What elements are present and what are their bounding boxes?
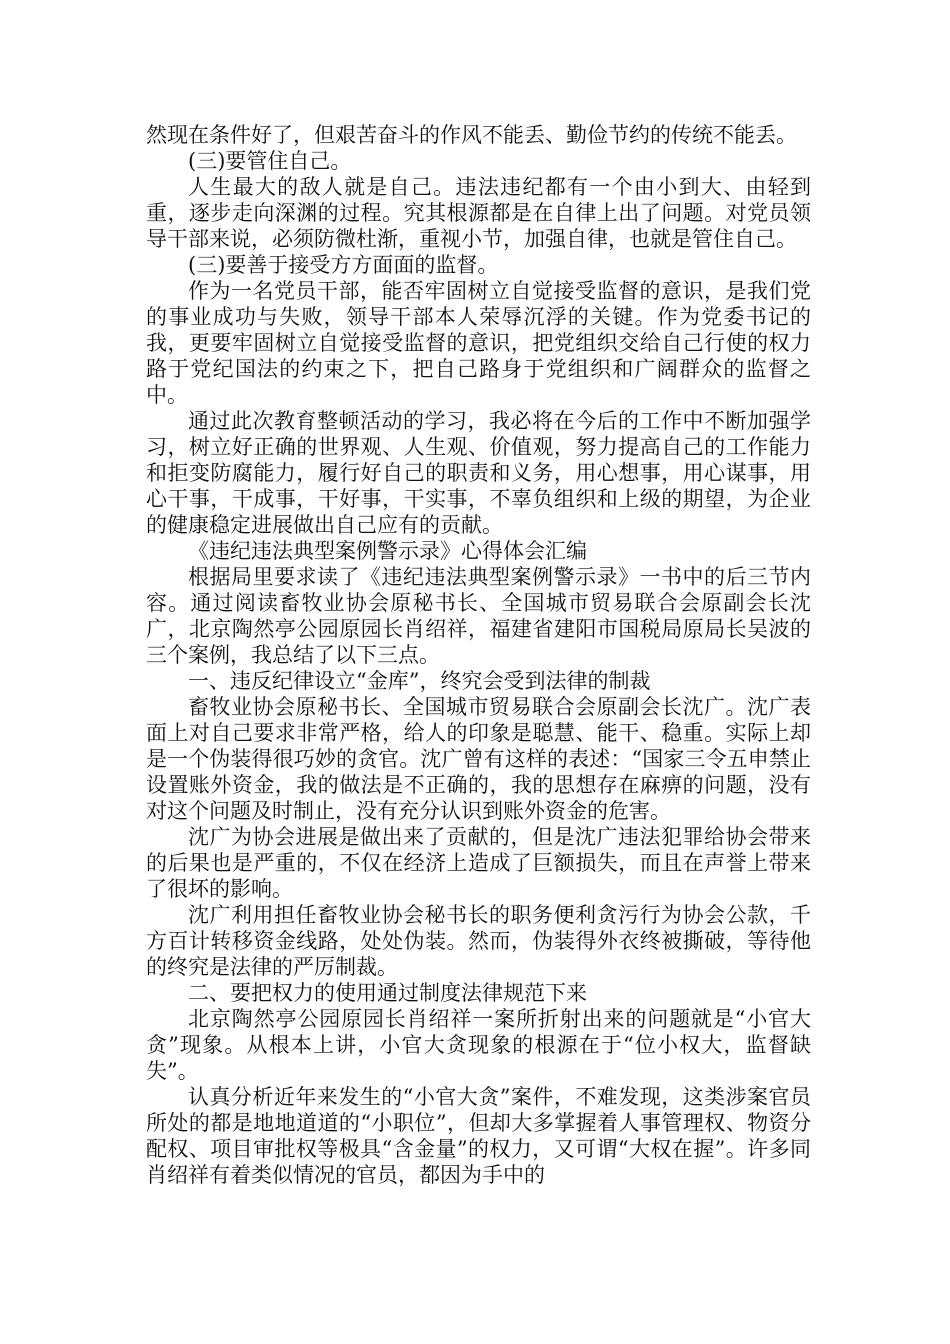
document-body bbox=[146, 122, 811, 1188]
paragraph: 北京陶然亭公园原园长肖绍祥一案所折射出来的问题就是“小官大贪”现象。从根本上讲，小官大贪现象的根源在于“位小权大，监督缺失”。 bbox=[146, 1007, 811, 1083]
paragraph: 认真分析近年来发生的“小官大贪”案件，不难发现，这类涉案官员所处的都是地地道道的“小职位”，但却大多掌握着人事管理权、物资分配权、项目审批权等极具“含金量”的权力，又可谓“大权在握”。许多同肖绍祥有着类似情况的官员，都因为手中的 bbox=[146, 1085, 811, 1187]
paragraph: 通过此次教育整顿活动的学习，我必将在今后的工作中不断加强学习，树立好正确的世界观、人生观、价值观，努力提高自己的工作能力和拒变防腐能力，履行好自己的职责和义务，用心想事，用心谋事，用心干事，干成事，干好事，干实事，不辜负组织和上级的期望，为企业的健康稳定进展做出自己应有的贡献。 bbox=[146, 409, 811, 537]
paragraph: 然现在条件好了，但艰苦奋斗的作风不能丢、勤俭节约的传统不能丢。 bbox=[146, 123, 797, 147]
paragraph: 沈广为协会进展是做出来了贡献的，但是沈广违法犯罪给协会带来的后果也是严重的，不仅在经济上造成了巨额损失，而且在声誉上带来了很坏的影响。 bbox=[146, 825, 811, 901]
paragraph: 人生最大的敌人就是自己。违法违纪都有一个由小到大、由轻到重，逐步走向深渊的过程。究其根源都是在自律上出了问题。对党员领导干部来说，必须防微杜渐，重视小节，加强自律，也就是管住自己。 bbox=[146, 175, 811, 251]
section-heading: (三)要善于接受方方面面的监督。 bbox=[188, 253, 499, 277]
paragraph: 沈广利用担任畜牧业协会秘书长的职务便利贪污行为协会公款，千方百计转移资金线路，处处伪装。然而，伪装得外衣终被撕破，等待他的终究是法律的严厉制裁。 bbox=[146, 903, 811, 979]
article-title: 《违纪违法典型案例警示录》心得体会汇编 bbox=[188, 539, 587, 563]
section-heading: (三)要管住自己。 bbox=[188, 149, 352, 173]
section-heading: 一、违反纪律设立“金库”，终究会受到法律的制裁 bbox=[188, 669, 651, 693]
paragraph: 根据局里要求读了《违纪违法典型案例警示录》一书中的后三节内容。通过阅读畜牧业协会原秘书长、全国城市贸易联合会原副会长沈广，北京陶然亭公园原园长肖绍祥，福建省建阳市国税局原局长吴波的三个案例，我总结了以下三点。 bbox=[146, 565, 811, 667]
paragraph: 作为一名党员干部，能否牢固树立自觉接受监督的意识，是我们党的事业成功与失败，领导干部本人荣辱沉浮的关键。作为党委书记的我，更要牢固树立自觉接受监督的意识，把党组织交给自己行使的权力路于党纪国法的约束之下，把自己路身于党组织和广阔群众的监督之中。 bbox=[146, 279, 811, 407]
paragraph: 畜牧业协会原秘书长、全国城市贸易联合会原副会长沈广。沈广表面上对自己要求非常严格，给人的印象是聪慧、能干、稳重。实际上却是一个伪装得很巧妙的贪官。沈广曾有这样的表述：“国家三令五申禁止设置账外资金，我的做法是不正确的，我的思想存在麻痹的问题，没有对这个问题及时制止，没有充分认识到账外资金的危害。 bbox=[146, 695, 811, 823]
section-heading: 二、要把权力的使用通过制度法律规范下来 bbox=[188, 981, 587, 1005]
